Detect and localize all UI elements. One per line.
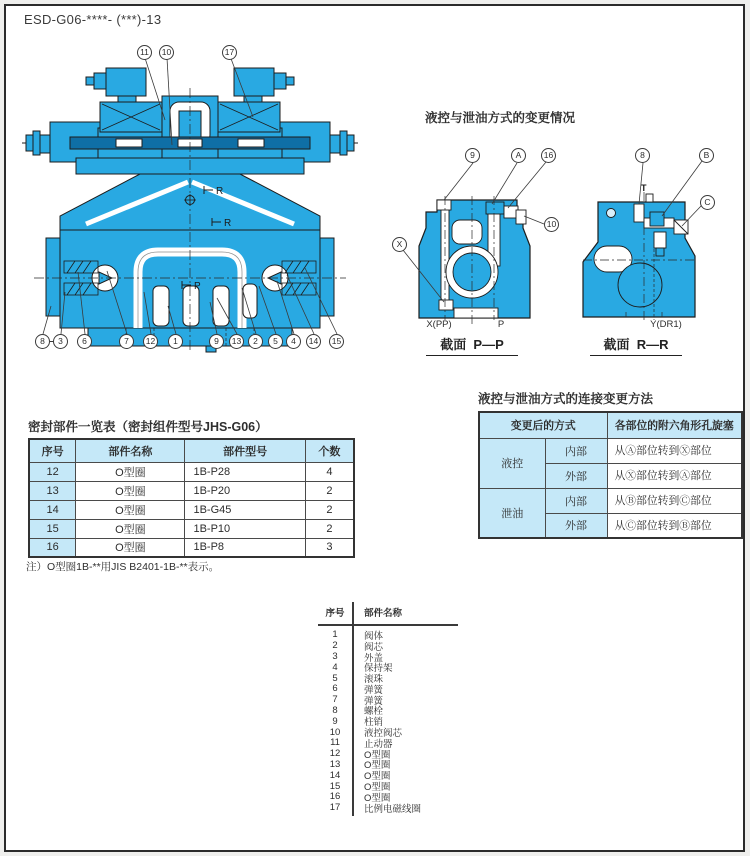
table-row: [479, 438, 742, 463]
seal-no: 15: [29, 519, 76, 538]
callout-10-top: 10: [159, 45, 174, 60]
seal-no: 13: [29, 481, 76, 500]
list-item: [318, 748, 468, 759]
list-item: [318, 673, 468, 684]
seal-no: 14: [29, 500, 76, 519]
table-row: [479, 488, 742, 513]
list-item: [318, 781, 468, 792]
part-no: 3: [332, 651, 338, 662]
part-no: 11: [330, 737, 340, 749]
seal-qty: 2: [305, 481, 354, 500]
parts-list: [318, 600, 468, 813]
change-mode: 内部: [545, 438, 607, 463]
seal-table-header-row: [29, 439, 354, 462]
seal-name: O型圈: [76, 462, 185, 481]
part-name: 滚珠: [364, 674, 384, 686]
seal-table-title: 密封部件一览表（密封组件型号JHS-G06）: [28, 420, 268, 434]
part-name: O型圈: [364, 782, 391, 794]
seal-no: 12: [29, 462, 76, 481]
pp-callout-10: 10: [544, 217, 559, 232]
change-mode: 内部: [545, 488, 607, 513]
parts-list-divider: [352, 602, 354, 816]
pp-caption: 截面 P—P: [426, 334, 518, 356]
seal-qty: 4: [305, 462, 354, 481]
seal-qty: 2: [305, 519, 354, 538]
seal-model: 1B-P28: [185, 462, 305, 481]
callout-7: 7: [119, 334, 134, 349]
list-item: [318, 694, 468, 705]
part-no: 10: [329, 726, 341, 738]
pp-port-label-x: X(PP): [426, 319, 452, 330]
callout-4: 4: [286, 334, 301, 349]
connection-change-table: [478, 411, 743, 539]
section-pp-diagram: [388, 150, 563, 335]
callout-6: 6: [77, 334, 92, 349]
seal-model: 1B-G45: [185, 500, 305, 519]
part-name: 柱销: [364, 717, 384, 729]
seal-col-no: 序号: [29, 439, 76, 462]
callout-14: 14: [306, 334, 321, 349]
seal-model: 1B-P20: [185, 481, 305, 500]
list-item: [318, 651, 468, 662]
part-no: 12: [329, 748, 341, 760]
seal-name: O型圈: [76, 500, 185, 519]
pp-callout-9: 9: [465, 148, 480, 163]
pp-callout-x: X: [392, 237, 407, 252]
part-no: 6: [332, 683, 338, 695]
list-item: [318, 759, 468, 770]
callout-9: 9: [209, 334, 224, 349]
part-name: 螺栓: [364, 706, 384, 718]
section-views-title: 液控与泄油方式的变更情况: [425, 111, 576, 125]
part-name: O型圈: [364, 749, 391, 761]
part-name: 弹簧: [364, 695, 384, 707]
list-item: [318, 737, 468, 748]
change-group-pilot: 液控: [479, 438, 545, 488]
seal-no: 16: [29, 538, 76, 557]
callout-5: 5: [268, 334, 283, 349]
change-desc: 从Ⓐ部位转到Ⓧ部位: [607, 438, 742, 463]
list-item: [318, 770, 468, 781]
seal-table-note: 注）O型圈1B-**用JIS B2401-1B-**表示。: [26, 561, 220, 573]
section-marker-p: P: [194, 281, 201, 292]
model-code: ESD-G06-****- (***)-13: [24, 12, 162, 27]
table-row: [29, 481, 354, 500]
main-valve-diagram: [20, 40, 360, 355]
change-table-title: 液控与泄油方式的连接变更方法: [478, 392, 654, 406]
part-no: 14: [329, 769, 341, 781]
part-name: O型圈: [364, 792, 391, 804]
section-marker-r1: R: [216, 186, 224, 197]
part-name: O型圈: [364, 771, 391, 783]
list-item: [318, 683, 468, 694]
change-mode: 外部: [545, 513, 607, 538]
list-item: [318, 640, 468, 651]
part-no: 7: [332, 694, 338, 706]
callout-15: 15: [329, 334, 344, 349]
seal-col-model: 部件型号: [185, 439, 305, 462]
change-table-header-row: [479, 412, 742, 438]
seal-model: 1B-P10: [185, 519, 305, 538]
seal-parts-table: [28, 438, 355, 558]
table-row: [29, 519, 354, 538]
rr-callout-8: 8: [635, 148, 650, 163]
part-name: O型圈: [364, 760, 391, 772]
part-name: 止动器: [364, 738, 393, 750]
list-item: [318, 630, 468, 641]
pp-callout-a: A: [511, 148, 526, 163]
part-name: 弹簧: [364, 684, 384, 696]
rr-callout-c: C: [700, 195, 715, 210]
part-name: 液控阀芯: [364, 728, 403, 740]
change-group-drain: 泄油: [479, 488, 545, 538]
seal-name: O型圈: [76, 481, 185, 500]
seal-col-name: 部件名称: [76, 439, 185, 462]
part-no: 13: [329, 758, 341, 770]
table-row: [29, 538, 354, 557]
seal-name: O型圈: [76, 538, 185, 557]
callout-1: 1: [168, 334, 183, 349]
part-no: 15: [329, 780, 341, 792]
change-col-method: 变更后的方式: [479, 412, 607, 438]
part-name: 阀体: [364, 630, 384, 642]
rr-port-label-y: Y(DR1): [650, 319, 682, 330]
callout-13: 13: [229, 334, 244, 349]
callout-8: 8: [35, 334, 50, 349]
rr-t-label: T: [641, 183, 647, 193]
seal-name: O型圈: [76, 519, 185, 538]
change-mode: 外部: [545, 463, 607, 488]
parts-list-header: [318, 600, 468, 624]
table-row: [29, 462, 354, 481]
part-no: 2: [332, 640, 338, 652]
part-no: 1: [332, 629, 338, 641]
part-no: 5: [332, 672, 338, 684]
seal-col-qty: 个数: [305, 439, 354, 462]
part-name: 外盖: [364, 652, 384, 664]
list-item: [318, 705, 468, 716]
part-no: 17: [329, 802, 341, 814]
list-item: [318, 727, 468, 738]
change-desc: 从Ⓑ部位转到Ⓒ部位: [607, 488, 742, 513]
pp-callout-16: 16: [541, 148, 556, 163]
part-name: 比例电磁线圈: [364, 803, 422, 815]
rr-caption: 截面 R—R: [590, 334, 682, 356]
part-name: 保持架: [364, 663, 393, 675]
rr-callout-b: B: [699, 148, 714, 163]
pp-port-label-p: P: [497, 319, 505, 330]
callout-2: 2: [248, 334, 263, 349]
table-row: [29, 500, 354, 519]
callout-12: 12: [143, 334, 158, 349]
parts-col-no: 序号: [325, 608, 345, 619]
seal-qty: 2: [305, 500, 354, 519]
part-no: 9: [332, 715, 338, 727]
list-item: [318, 662, 468, 673]
change-desc: 从Ⓒ部位转到Ⓑ部位: [607, 513, 742, 538]
part-no: 8: [332, 704, 338, 716]
part-no: 4: [332, 661, 338, 673]
change-desc: 从Ⓧ部位转到Ⓐ部位: [607, 463, 742, 488]
section-marker-r2: R: [224, 218, 232, 229]
seal-qty: 3: [305, 538, 354, 557]
parts-col-name: 部件名称: [364, 608, 403, 619]
callout-3: 3: [53, 334, 68, 349]
part-no: 16: [329, 791, 341, 803]
seal-model: 1B-P8: [185, 538, 305, 557]
section-rr-diagram: [578, 150, 738, 335]
list-item: [318, 802, 468, 813]
change-col-plug: 各部位的附六角形孔旋塞: [607, 412, 742, 438]
part-name: 阀芯: [364, 641, 384, 653]
callout-11: 11: [137, 45, 152, 60]
callout-17: 17: [222, 45, 237, 60]
